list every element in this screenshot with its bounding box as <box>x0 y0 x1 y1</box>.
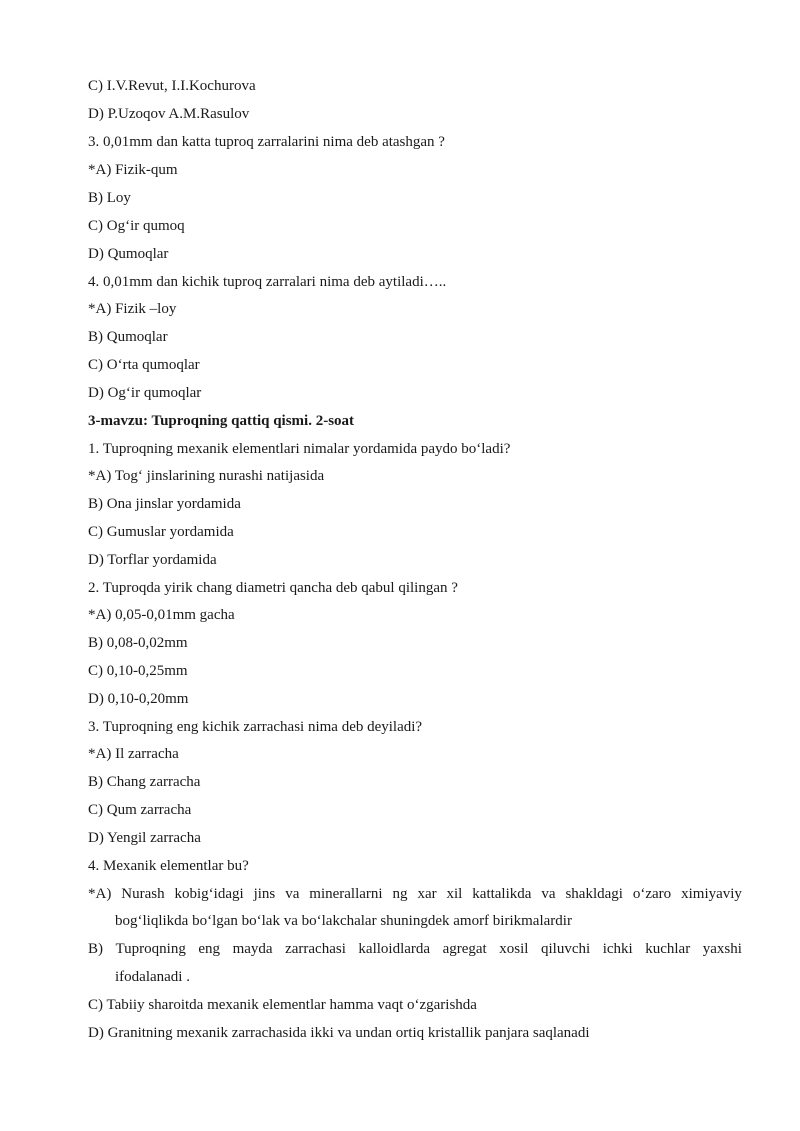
word: yaxshi <box>702 941 742 957</box>
question-4: 4. Mexanik elementlar bu? <box>88 858 249 874</box>
word: shakldagi <box>565 886 623 902</box>
section-heading: 3-mavzu: Tuproqning qattiq qismi. 2-soat <box>88 413 355 429</box>
answer-c: C) 0,10-0,25mm <box>88 663 188 679</box>
word: Nurash <box>121 886 165 902</box>
word: kattalikda <box>472 886 532 902</box>
word: mayda <box>232 941 273 957</box>
word: jins <box>253 886 276 902</box>
answer-b: B) Loy <box>88 190 131 206</box>
word: va <box>541 886 556 902</box>
word: Tuproqning <box>115 941 186 957</box>
question-2: 2. Tuproqda yirik chang diametri qancha deb qabul qilingan ? <box>88 580 458 596</box>
answer-a-correct: *A) Fizik-qum <box>88 162 178 178</box>
answer-a-correct: *A) Tog‘ jinslarining nurashi natijasida <box>88 468 325 484</box>
answer-c: C) Tabiiy sharoitda mexanik elementlar hamma vaqt o‘zgarishda <box>88 997 477 1013</box>
word: agregat <box>442 941 487 957</box>
question-1: 1. Tuproqning mexanik elementlari nimalar yordamida paydo bo‘ladi? <box>88 441 511 457</box>
answer-c: C) O‘rta qumoqlar <box>88 357 200 373</box>
word: eng <box>198 941 221 957</box>
answer-d: D) 0,10-0,20mm <box>88 691 189 707</box>
answer-d: D) Qumoqlar <box>88 246 169 262</box>
word: ximiyaviy <box>681 886 742 902</box>
answer-b: B) Qumoqlar <box>88 329 168 345</box>
answer-b-line <box>88 940 742 958</box>
answer-b: B) Chang zarracha <box>88 774 201 790</box>
word: minerallarni <box>309 886 383 902</box>
word: B) <box>88 941 103 957</box>
answer-b: B) Ona jinslar yordamida <box>88 496 241 512</box>
answer-a-correct-line <box>88 885 742 903</box>
word: xil <box>446 886 463 902</box>
answer-a-correct: *A) 0,05-0,01mm gacha <box>88 607 235 623</box>
word: va <box>285 886 300 902</box>
answer-a-continuation: bog‘liqlikda bo‘lgan bo‘lak va bo‘lakchalar shuningdek amorf birikmalardir <box>115 913 572 929</box>
word: *A) <box>88 886 112 902</box>
answer-d: D) Og‘ir qumoqlar <box>88 385 202 401</box>
word: xar <box>417 886 437 902</box>
word: kobig‘idagi <box>174 886 244 902</box>
answer-b: B) 0,08-0,02mm <box>88 635 188 651</box>
answer-d: D) Torflar yordamida <box>88 552 217 568</box>
answer-c: C) Og‘ir qumoq <box>88 218 185 234</box>
question-3: 3. 0,01mm dan katta tuproq zarralarini nima deb atashgan ? <box>88 134 445 150</box>
answer-c: C) Qum zarracha <box>88 802 192 818</box>
word: o‘zaro <box>632 886 672 902</box>
answer-a-correct: *A) Fizik –loy <box>88 301 177 317</box>
answer-a-correct: *A) Il zarracha <box>88 746 179 762</box>
question-3: 3. Tuproqning eng kichik zarrachasi nima deb deyiladi? <box>88 719 423 735</box>
word: xosil <box>499 941 529 957</box>
answer-d: D) Yengil zarracha <box>88 830 201 846</box>
answer-b-continuation: ifodalanadi . <box>115 969 190 985</box>
word: zarrachasi <box>285 941 346 957</box>
question-4: 4. 0,01mm dan kichik tuproq zarralari nima deb aytiladi….. <box>88 274 447 290</box>
answer-d: D) P.Uzoqov A.M.Rasulov <box>88 106 250 122</box>
word: ng <box>392 886 408 902</box>
word: ichki <box>602 941 633 957</box>
answer-c: C) I.V.Revut, I.I.Kochurova <box>88 78 256 94</box>
word: qiluvchi <box>540 941 591 957</box>
answer-d: D) Granitning mexanik zarrachasida ikki va undan ortiq kristallik panjara saqlanadi <box>88 1025 590 1041</box>
word: kalloidlarda <box>358 941 431 957</box>
word: kuchlar <box>645 941 691 957</box>
answer-c: C) Gumuslar yordamida <box>88 524 234 540</box>
